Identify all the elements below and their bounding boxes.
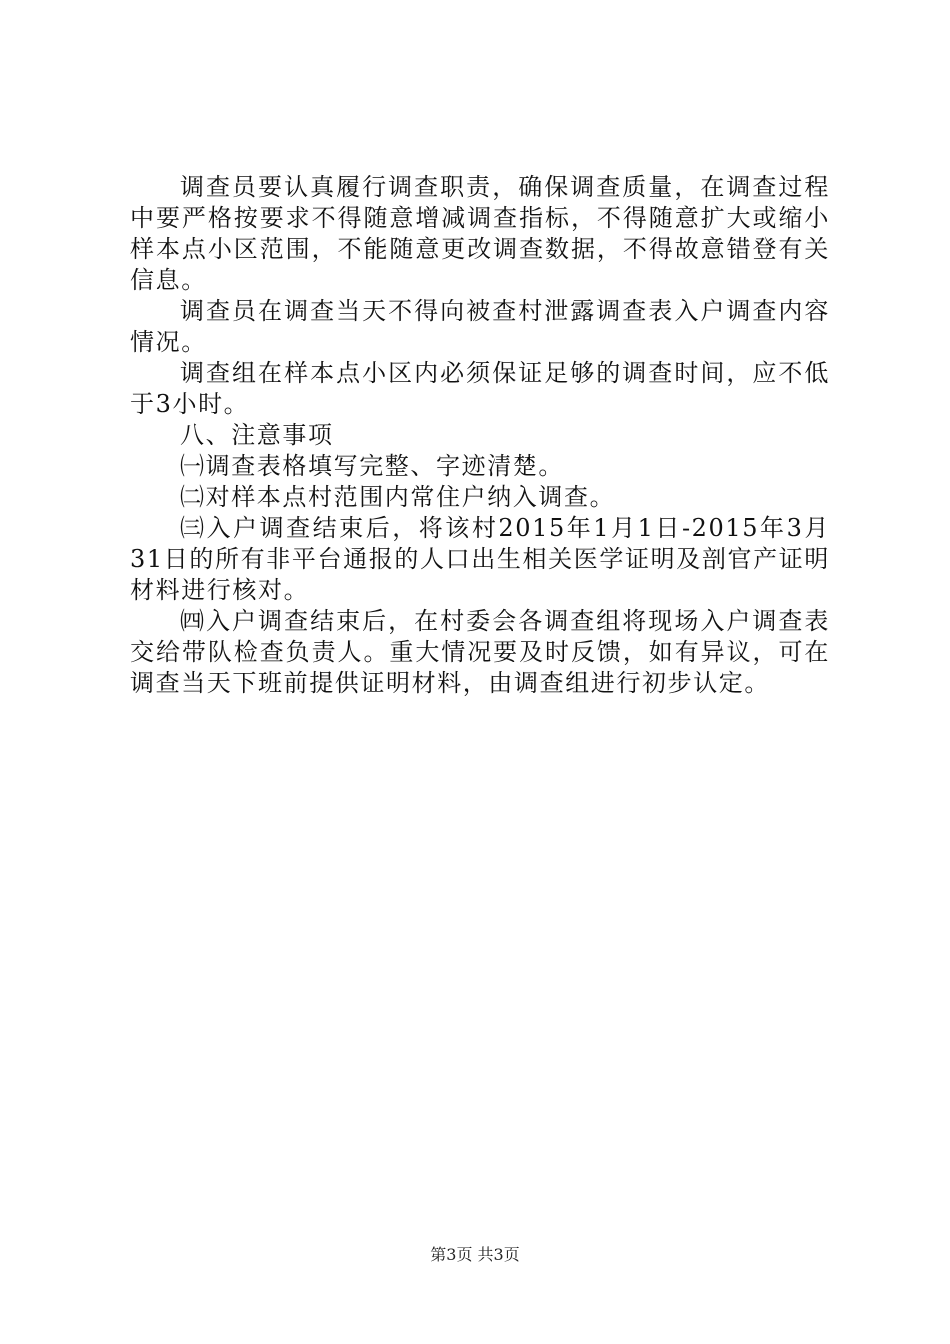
paragraph-investigator-duties: 调查员要认真履行调查职责，确保调查质量，在调查过程中要严格按要求不得随意增减调查指标，不得随意扩大或缩小样本点小区范围，不能随意更改调查数据，不得故意错登有关信息。 [130, 173, 830, 294]
note-item-1: ㈠调查表格填写完整、字迹清楚。 [180, 452, 564, 480]
section-heading-notes: 八、注意事项 [180, 421, 334, 449]
paragraph-confidentiality: 调查员在调查当天不得向被查村泄露调查表入户调查内容情况。 [130, 297, 830, 356]
note-item-3: ㈢入户调查结束后，将该村2015年1月1日-2015年3月31日的所有非平台通报的人口出生相关医学证明及剖官产证明材料进行核对。 [130, 514, 830, 604]
note-item-2: ㈡对样本点村范围内常住户纳入调查。 [180, 483, 616, 511]
note-item-4: ㈣入户调查结束后，在村委会各调查组将现场入户调查表交给带队检查负责人。重大情况要及时反馈，如有异议，可在调查当天下班前提供证明材料，由调查组进行初步认定。 [130, 607, 830, 697]
page-footer: 第3页 共3页 [430, 1245, 520, 1264]
paragraph-survey-time: 调查组在样本点小区内必须保证足够的调查时间，应不低于3小时。 [130, 359, 830, 418]
document-body [130, 172, 830, 699]
